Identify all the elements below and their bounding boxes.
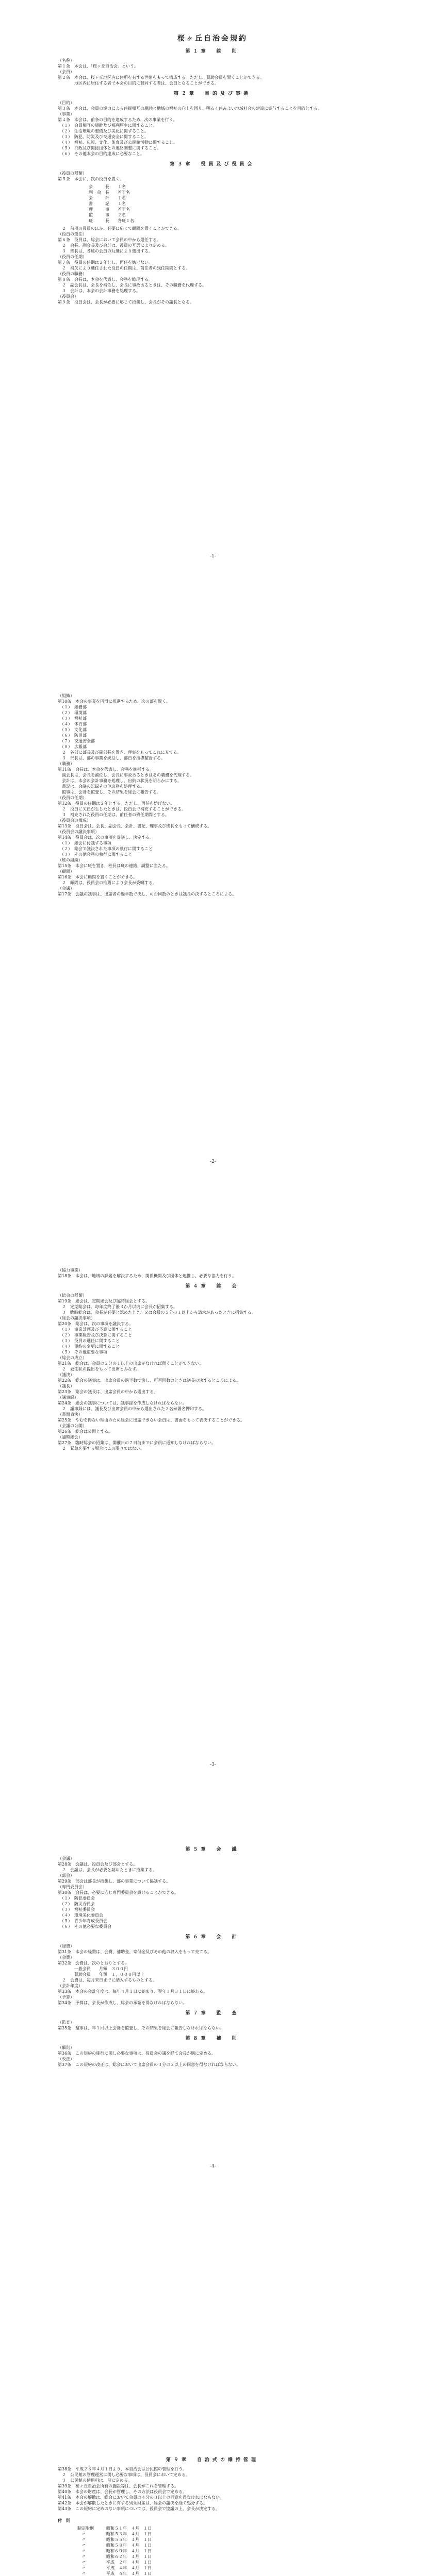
text-line: ２ 役員に欠員が生じたときは、役員会で補充することができる。 (58, 807, 186, 811)
text-line: （経費） (58, 1944, 74, 1948)
text-line: （会員） (58, 70, 74, 74)
text-line: （臨時総会） (58, 1435, 83, 1439)
text-line: 第43条 この規約に定めのない事項については、役員会で協議の上、会長が決定する。 (58, 2506, 220, 2511)
text-line: 第30条 会長は、必要に応じ専門委員会を設けることができる。 (58, 1890, 179, 1895)
text-line: （班の組織） (58, 858, 83, 862)
officer-row: 会 計 １名 (89, 196, 126, 200)
text-line: （５） 行政及び関係団体との連絡調整に関すること。 (58, 146, 161, 150)
text-line: （２） 防災委員会 (58, 1902, 95, 1906)
page-1-body (58, 36, 367, 305)
text-line: ２ 定期総会は、毎年度終了後３か月以内に会長が招集する。 (58, 1304, 177, 1309)
text-line: （議長） (58, 1384, 74, 1388)
chapter-3-text (58, 171, 367, 305)
text-line: 第５条 本会に、次の役員を置く。 (58, 177, 124, 181)
text-line: 第21条 総会は、会員の２分の１以上の出席がなければ開くことができない。 (58, 1361, 204, 1366)
text-line: 第42条 本会が解散したときに有する残余財産は、総会の議決を経て処分する。 (58, 2501, 208, 2505)
officer-row: 監 事 ２名 (89, 213, 126, 217)
text-line: （６） 防災部 (58, 733, 87, 738)
page-2 (0, 603, 426, 1206)
text-line: 第34条 予算は、会長が作成し、総会の承認を得なければならない。 (58, 2001, 187, 2005)
page-number: -2- (210, 1159, 216, 1164)
text-line: （１） 防犯委員会 (58, 1896, 95, 1901)
text-line: 第19条 総会は、定期総会及び臨時総会とする。 (58, 1299, 150, 1303)
text-line: （役員会の構成） (58, 818, 91, 823)
text-line: 第10条 本会の事業を円滑に推進するため、次の部を置く。 (58, 699, 170, 704)
text-line: ２ 委任状の提出をもって出席とみなす。 (58, 1367, 140, 1371)
text-line: ２ 会長、副会長及び会計は、役員の互選により定める。 (58, 243, 169, 248)
chapter-3-heading: 第３章 役員及び役員会 (170, 162, 255, 167)
text-line: （役員の任期） (58, 255, 87, 259)
text-line: 第27条 臨時総会の招集は、開催日の７日前までに会員に通知しなければならない。 (58, 1440, 216, 1445)
text-line: （役員の選任） (58, 232, 87, 236)
text-line: （役員の職務） (58, 272, 87, 276)
text-line: （１） 事業計画及び予算に関すること (58, 1327, 132, 1332)
amendment-history-title: 付 則 (58, 2518, 70, 2523)
text-line: ２ 会費は、毎月末日までに納入するものとする。 (58, 1978, 157, 1982)
text-line: （役員会） (58, 294, 78, 299)
page-number: -4- (210, 2164, 216, 2169)
officer-row: 会 長 １名 (89, 184, 126, 189)
document-title: 桜ヶ丘自治会規約 (177, 35, 248, 43)
chapter-2-text (58, 100, 367, 157)
chapter-9-heading: 第９章 自治式の維持管理 (166, 2458, 259, 2463)
text-line: （５） 青少年育成委員会 (58, 1919, 107, 1923)
text-line: （６） その他本会の目的達成に必要なこと。 (58, 151, 144, 156)
text-line: ２ 顧問は、役員会の推薦により会長が委嘱する。 (58, 880, 157, 885)
text-line: ２ 補欠により選任された役員の任期は、前任者の残任期間とする。 (58, 266, 190, 270)
text-line: 一般会員 月額 ３００円 (58, 1967, 128, 1971)
history-row: 〃 平成 ２年 ４月 １日 (73, 2560, 152, 2565)
officer-row: 書 記 １名 (89, 201, 126, 206)
text-line: 第１条 本会は、「桜ヶ丘自治会」という。 (58, 64, 138, 69)
amendment-history (58, 2526, 367, 2576)
text-line: 地区内に居住する者で本会の目的に賛同する者は、会員となることができる。 (58, 81, 219, 86)
page-4-body (58, 1842, 367, 2067)
text-line: 賛助会員 年額 １，０００円以上 (58, 1972, 144, 1977)
chapter-1-heading: 第１章 総 則 (185, 49, 240, 54)
text-line: （３） 福祉委員会 (58, 1907, 95, 1912)
text-line: ２ 各部に部長及び副部長を置き、理事をもってこれに充てる。 (58, 750, 182, 755)
text-line: （５） その他重要な事項 (58, 1350, 107, 1354)
text-line: 第16条 本会に顧問を置くことができる。 (58, 875, 138, 879)
text-line: 第38条 平成２６年４月１日より、本自治会は公民館の管理を行う。 (58, 2467, 187, 2471)
text-line: （組織） (58, 693, 74, 698)
page-3 (0, 1206, 426, 1808)
text-line: （１） 総会に付議する事項 (58, 841, 111, 845)
text-line: （２） 環境部 (58, 710, 87, 715)
text-line: （３） 福祉部 (58, 716, 87, 721)
text-line: ２ 会議は、会長が必要と認めたときに招集する。 (58, 1868, 157, 1872)
text-line: （役員の種類） (58, 171, 87, 176)
chapter-2-heading: 第２章 目的及び事業 (173, 91, 251, 96)
text-line: ３ 会計は、本会の会計事務を処理する。 (58, 289, 140, 293)
text-line: 第７条 役員の任期は２年とし、再任を妨げない。 (58, 260, 153, 265)
text-line: （２） 事業報告及び決算に関すること (58, 1333, 132, 1337)
page-5-body (58, 2452, 367, 2576)
text-line: （４） 体育部 (58, 722, 87, 726)
text-line: 第23条 総会の議長は、出席会員の中から選出する。 (58, 1389, 158, 1394)
text-line: ３ 公民館の使用料は、別に定める。 (58, 2478, 132, 2483)
text-line: ２ 公民館の管理運営に関し必要な事項は、役員会において定める。 (58, 2472, 190, 2477)
text-line: （書面表決） (58, 1412, 83, 1417)
text-line: 第26条 総会は公開とする。 (58, 1429, 113, 1434)
text-line: （総会の種類） (58, 1293, 87, 1298)
text-line: 第17条 会議の議事は、出席者の過半数で決し、可否同数のときは議長の決するところによる。 (58, 892, 237, 896)
history-row: 〃 平成 ６年 ４月 １日 (73, 2571, 152, 2576)
officer-row: 班 長 各班１名 (89, 218, 134, 223)
page-3-body (58, 1267, 367, 1451)
text-line: （議決） (58, 1372, 74, 1377)
page-2-body (58, 693, 367, 897)
text-line: （役員の任期） (58, 795, 87, 800)
text-line: 監事は、会計を監査し、その結果を総会に報告する。 (58, 790, 161, 794)
text-line: 第13条 役員会は、会長、副会長、会計、書記、理事及び班長をもって構成する。 (58, 824, 212, 828)
text-line: 第６条 役員は、総会において会員の中から選任する。 (58, 238, 161, 242)
text-line: （７） 交通安全部 (58, 739, 95, 743)
text-line: （８） 広報部 (58, 744, 87, 749)
text-line: （会計年度） (58, 1984, 83, 1988)
text-line: （３） 防犯、防災及び交通安全に関すること。 (58, 134, 149, 139)
text-line: （専門委員会） (58, 1885, 87, 1889)
text-line: 第41条 本会の解散は、総会において会員の４分の３以上の同意を得なければならない。 (58, 2495, 224, 2500)
text-line: 第24条 総会の議事については、議事録を作成しなければならない。 (58, 1401, 187, 1405)
history-row: 〃 昭和５３年 ４月 １日 (73, 2532, 152, 2536)
text-line: （予算） (58, 1995, 74, 1999)
text-line: （４） 福祉、広報、文化、体育及び公民館活動に関すること。 (58, 140, 177, 145)
chapter-1-text (58, 58, 367, 86)
text-line: （会議の公開） (58, 1423, 87, 1428)
page-4 (0, 1808, 426, 2411)
text-line: 会計は、本会の会計事務を処理し、出納の状況を明らかにする。 (58, 778, 182, 783)
text-line: 第25条 やむを得ない理由のため総会に出席できない会員は、書面をもって表決することができる。 (58, 1418, 245, 1422)
text-line: （監査） (58, 2020, 74, 2025)
history-row: 〃 昭和６０年 ４月 １日 (73, 2549, 152, 2553)
chapter-8-heading: 第８章 補 則 (185, 2036, 240, 2041)
text-line: （職務） (58, 761, 74, 766)
text-line: ２ 議事録には、議長及び出席会員の中から選出された２名が署名押印する。 (58, 1406, 206, 1411)
text-line: 第33条 本会の会計年度は、毎年４月１日に始まり、翌年３月３１日に終わる。 (58, 1989, 208, 1994)
text-line: 第29条 部会は部長が招集し、部の事業について協議する。 (58, 1879, 171, 1884)
text-line: 書記は、会議の記録その他庶務を処理する。 (58, 784, 144, 789)
text-line: ２ 緊急を要する場合はこの限りではない。 (58, 1446, 144, 1451)
officer-list (89, 184, 367, 224)
page-5 (0, 2411, 426, 2576)
text-line: 第15条 本会に班を置き、班長は班の連絡、調整に当たる。 (58, 863, 170, 868)
text-line: ３ 部長は、部の事業を統括し、部員を指導監督する。 (58, 756, 165, 760)
text-line: （２） 総会で議決された事項の執行に関すること (58, 846, 153, 851)
text-line: （会議） (58, 1856, 74, 1861)
text-line: 第36条 この規約の施行に関し必要な事項は、役員会の議を経て会長が別に定める。 (58, 2051, 216, 2056)
text-line: 副会長は、会長を補佐し、会長に事故あるときはその職務を代理する。 (58, 773, 194, 777)
text-line: （会費） (58, 1955, 74, 1960)
text-line: （１） 会員相互の親睦及び福利厚生に関すること。 (58, 123, 157, 128)
text-line: （４） 環境美化委員会 (58, 1913, 103, 1918)
text-line: （３） その他会務の執行に関すること (58, 852, 132, 857)
text-line: （６） その他必要な委員会 (58, 1924, 111, 1929)
text-line: 第39条 桜ヶ丘自治会所有の施設等は、会長がこれを管理する。 (58, 2484, 179, 2488)
text-line: （細則） (58, 2045, 74, 2050)
history-row: 制定附則 昭和５１年 ４月 １日 (73, 2526, 152, 2531)
text-line: （総会の議決事項） (58, 1316, 95, 1320)
text-line: 第２条 本会は、桜ヶ丘地区内に住所を有する世帯をもって構成する。ただし、賛助会員を置くことができる。 (58, 75, 264, 80)
history-row: 〃 昭和６２年 ４月 １日 (73, 2554, 152, 2559)
text-line: （名称） (58, 58, 74, 63)
text-line: 第11条 会長は、本会を代表し、会務を統括する。 (58, 767, 154, 772)
page-1 (0, 0, 426, 603)
text-line: 第31条 本会の経費は、会費、補助金、寄付金及びその他の収入をもって充てる。 (58, 1950, 212, 1954)
text-line: （事業） (58, 112, 74, 116)
chapter-4-heading: 第４章 総 会 (185, 1284, 240, 1289)
text-line: ２ 前項の役員のほか、必要に応じて顧問を置くことができる。 (58, 226, 182, 231)
text-line: ２ 副会長は、会長を補佐し、会長に事故あるときは、その職務を代理する。 (58, 283, 206, 287)
text-line: ３ 補充された役員の任期は、前任者の残任期間とする。 (58, 812, 169, 817)
text-line: （４） 規約の変更に関すること (58, 1344, 120, 1349)
text-line: （３） 役員の選任に関すること (58, 1338, 120, 1343)
text-line: 第14条 役員会は、次の事項を審議し、決定する。 (58, 835, 154, 840)
chapter-6-heading: 第６章 会 計 (185, 1935, 240, 1940)
page-number: -1- (210, 554, 216, 559)
officer-row: 副 会 長 若干名 (89, 190, 130, 195)
text-line: （議事録） (58, 1395, 78, 1400)
text-line: （役員会の議決事項） (58, 829, 99, 834)
text-line: （１） 総務部 (58, 705, 87, 709)
text-line: 第20条 総会は、次の事項を議決する。 (58, 1321, 134, 1326)
text-line: （協力事業） (58, 1268, 83, 1273)
chapter-5-heading: 第５章 会 議 (185, 1847, 240, 1852)
history-row: 〃 昭和５８年 ４月 １日 (73, 2543, 152, 2548)
text-line: 第３条 本会は、会員の協力による住民相互の親睦と地域の福祉の向上を図り、明るく住みよい地域社会の建設に寄与することを目的とする。 (58, 106, 322, 111)
text-line: 第35条 監事は、年１回以上会計を監査し、その結果を総会に報告しなければならない。 (58, 2026, 224, 2030)
officer-row: 理 事 若干名 (89, 207, 130, 212)
text-line: 第22条 総会の議事は、出席会員の過半数で決し、可否同数のときは議長の決するところによる。 (58, 1378, 241, 1383)
text-line: （改正） (58, 2057, 74, 2061)
text-line: （目的） (58, 100, 74, 105)
text-line: 第18条 本会は、地域の課題を解決するため、関係機関及び団体と連携し、必要な協力を行う。 (58, 1274, 236, 1278)
text-line: 第32条 会費は、次のとおりとする。 (58, 1961, 129, 1965)
text-line: （会議） (58, 886, 74, 891)
text-line: 第37条 この規約の改正は、総会において出席会員の３分の２以上の同意を得なければならない。 (58, 2062, 241, 2067)
page-number: -3- (210, 1762, 216, 1767)
text-line: （５） 文化部 (58, 727, 87, 732)
text-line: 第４条 本会は、前条の目的を達成するため、次の事業を行う。 (58, 117, 177, 122)
text-line: 第12条 役員の任期は２年とする。ただし、再任を妨げない。 (58, 801, 175, 806)
text-line: 第８条 会長は、本会を代表し、会務を総理する。 (58, 277, 153, 282)
text-line: 第40条 本会の財産は、会長が管理し、その方法は役員会で定める。 (58, 2489, 187, 2494)
history-row: 〃 平成 ４年 ４月 １日 (73, 2566, 152, 2570)
text-line: ３ 班長は、各班の会員の互選により選出する。 (58, 249, 153, 253)
text-line: （部会） (58, 1873, 74, 1878)
text-line: 第28条 会議は、役員会及び部会とする。 (58, 1862, 138, 1867)
text-line: ３ 臨時総会は、会長が必要と認めたとき、又は会員の５分の１以上から請求があったときに招集する。 (58, 1310, 256, 1315)
text-line: 第９条 役員会は、会長が必要に応じて招集し、会長がその議長となる。 (58, 300, 194, 304)
text-line: （総会の成立） (58, 1355, 87, 1360)
history-row: 〃 昭和５５年 ４月 １日 (73, 2537, 152, 2542)
text-line: （２） 生活環境の整備及び美化に関すること。 (58, 129, 149, 133)
chapter-7-heading: 第７章 監 査 (185, 2011, 240, 2016)
text-line: （顧問） (58, 869, 74, 874)
